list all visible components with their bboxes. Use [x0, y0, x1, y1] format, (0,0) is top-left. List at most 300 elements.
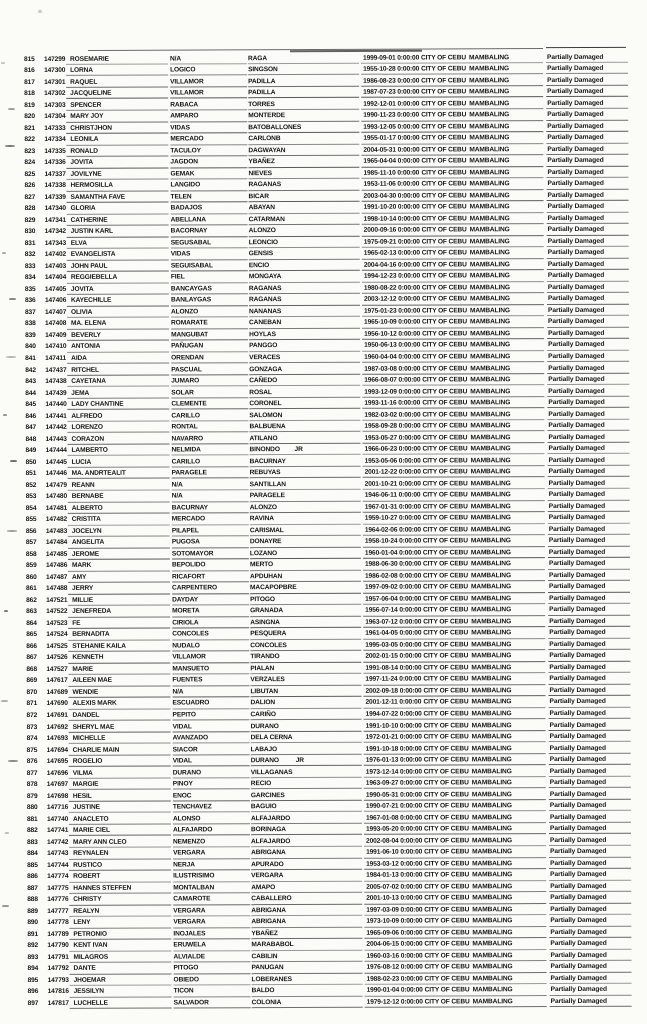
record-id: 147304 — [44, 113, 66, 121]
middle-name: DURANO — [172, 768, 201, 777]
record-id: 147525 — [46, 642, 68, 650]
status: Partially Damaged — [548, 537, 606, 545]
first-name: JOVILYNE — [70, 170, 102, 178]
last-name: TORRES — [248, 100, 275, 108]
record-id: 147744 — [47, 861, 69, 869]
middle-name: ALFAJARDO — [172, 826, 213, 834]
middle-name: INOJALES — [173, 930, 206, 938]
last-name: VERGARA — [251, 872, 284, 880]
row-number: 859 — [25, 562, 37, 570]
row-number: 861 — [26, 585, 37, 593]
middle-name: N/A — [170, 55, 182, 63]
city: CITY OF CEBU — [423, 802, 469, 810]
record-id: 147406 — [44, 297, 67, 305]
record-id: 147342 — [44, 228, 66, 236]
middle-name: VILLAMOR — [172, 653, 206, 661]
first-name: LORENZO — [71, 423, 103, 431]
barangay: MAMBALING — [471, 779, 512, 787]
barangay: MAMBALING — [471, 652, 512, 660]
first-name: JOHN PAUL — [70, 262, 108, 270]
city: CITY OF CEBU — [422, 491, 468, 499]
row-number: 855 — [25, 516, 37, 524]
row-number: 868 — [26, 665, 38, 673]
last-name: VERACES — [249, 354, 281, 362]
status: Partially Damaged — [549, 663, 606, 671]
last-name: HOYLAS — [249, 331, 276, 339]
birthdate: 2001-10-13 0:00:00 — [366, 894, 423, 902]
record-id: 147689 — [46, 688, 68, 696]
last-name: CORONEL — [249, 400, 282, 408]
status: Partially Damaged — [547, 249, 605, 257]
middle-name: PINOY — [172, 780, 193, 788]
first-name: CHRISTJHON — [70, 124, 112, 132]
city: CITY OF CEBU — [422, 410, 468, 419]
barangay: MAMBALING — [469, 111, 510, 119]
birthdate: 1975-09-21 0:00:00 — [363, 238, 420, 246]
record-id: 147742 — [47, 838, 69, 846]
city: CITY OF CEBU — [424, 986, 470, 994]
middle-name: SEGUISABAL — [170, 262, 213, 270]
record-id: 147486 — [45, 562, 68, 570]
last-name: MONGAYA — [248, 273, 282, 281]
record-id: 147777 — [47, 907, 69, 915]
birthdate: 1990-11-23 0:00:00 — [363, 111, 420, 119]
first-name: HANNES STEFFEN — [73, 884, 132, 892]
city: CITY OF CEBU — [423, 825, 469, 833]
row-number: 831 — [24, 239, 36, 247]
first-name: MILLIE — [72, 596, 94, 604]
status: Partially Damaged — [548, 329, 605, 338]
birthdate: 1997-11-24 0:00:00 — [365, 675, 422, 684]
status: Partially Damaged — [547, 145, 604, 153]
record-id: 147790 — [47, 942, 69, 950]
last-name: RAVINA — [249, 515, 274, 523]
birthdate: 1963-07-12 0:00:00 — [365, 618, 422, 626]
last-name: AMAPO — [251, 883, 276, 891]
record-id: 147409 — [45, 331, 67, 339]
middle-name: BANCAYGAS — [170, 285, 212, 293]
birthdate: 1991-08-14 0:00:00 — [365, 664, 422, 672]
row-number: 862 — [26, 596, 37, 604]
row-number: 894 — [27, 965, 39, 973]
birthdate: 1973-10-09 0:00:00 — [366, 917, 423, 926]
row-number: 852 — [25, 481, 37, 489]
birthdate: 1994-07-22 0:00:00 — [365, 710, 422, 718]
scan-edge-smudge — [1, 700, 8, 702]
last-name: MERTO — [249, 561, 274, 569]
record-id: 147337 — [44, 170, 66, 178]
status: Partially Damaged — [547, 237, 605, 245]
row-number: 889 — [27, 907, 38, 915]
status: Partially Damaged — [548, 491, 606, 499]
field-underline — [252, 1007, 363, 1008]
first-name: BERNABE — [71, 492, 104, 501]
last-name: SINGSON — [248, 66, 278, 74]
city: CITY OF CEBU — [421, 123, 467, 131]
row-number: 845 — [25, 401, 37, 409]
barangay: MAMBALING — [469, 99, 510, 108]
barangay: MAMBALING — [470, 502, 511, 511]
birthdate: 1960-03-16 0:00:00 — [366, 952, 423, 960]
city: CITY OF CEBU — [421, 146, 467, 154]
row-number: 851 — [25, 470, 37, 478]
row-number: 853 — [25, 493, 37, 501]
row-number: 829 — [24, 216, 36, 224]
middle-name: MORETA — [172, 607, 200, 615]
birthdate: 1964-02-06 0:00:00 — [364, 526, 421, 534]
record-id: 147446 — [45, 470, 67, 478]
row-number: 833 — [24, 262, 36, 270]
last-name: PADILLA — [248, 89, 276, 97]
status: Partially Damaged — [550, 963, 607, 971]
middle-name: BACORNAY — [170, 227, 208, 235]
barangay: MAMBALING — [471, 767, 512, 775]
middle-name: VIDAS — [170, 250, 191, 258]
barangay: MAMBALING — [469, 180, 510, 188]
last-name: DAGWAYAN — [248, 146, 286, 154]
last-name: BINONDO — [249, 446, 280, 454]
city: CITY OF CEBU — [421, 272, 467, 280]
record-id: 147336 — [44, 159, 66, 167]
middle-name: ABELLANA — [170, 216, 206, 224]
birthdate: 1993-11-16 0:00:00 — [364, 399, 421, 407]
record-id: 147527 — [46, 665, 68, 673]
record-id: 147774 — [47, 873, 69, 881]
scan-edge-smudge — [7, 530, 17, 532]
barangay: MAMBALING — [471, 710, 512, 718]
birthdate: 1988-02-23 0:00:00 — [366, 975, 423, 983]
last-name: MARABABOL — [251, 941, 294, 949]
row-number: 895 — [27, 976, 39, 984]
city: CITY OF CEBU — [424, 860, 470, 868]
status: Partially Damaged — [547, 191, 604, 199]
city: CITY OF CEBU — [423, 595, 469, 603]
last-name: PANGGO — [249, 342, 278, 350]
middle-name: ESCUADRO — [172, 699, 210, 707]
row-number: 817 — [24, 78, 35, 86]
city: CITY OF CEBU — [422, 514, 468, 522]
first-name: MA. ANDRTEALIT — [71, 469, 126, 478]
barangay: MAMBALING — [469, 215, 510, 223]
middle-name: LANGIDO — [170, 181, 201, 189]
first-name: EVANGELISTA — [70, 251, 116, 259]
status: Partially Damaged — [549, 767, 607, 775]
first-name: MILAGROS — [73, 953, 109, 961]
middle-name: MERCADO — [171, 515, 206, 523]
middle-name: PITOGO — [173, 964, 199, 972]
city: CITY OF CEBU — [421, 215, 467, 223]
birthdate: 1965-04-04 0:00:00 — [363, 157, 420, 165]
last-name: BAGUIO — [250, 803, 277, 811]
first-name: RAQUEL — [70, 78, 98, 86]
birthdate: 2000-09-16 0:00:00 — [363, 226, 420, 235]
status: Partially Damaged — [550, 974, 607, 982]
birthdate: 2003-04-30 0:00:00 — [363, 192, 420, 200]
record-id: 147692 — [46, 723, 68, 731]
status: Partially Damaged — [548, 479, 605, 487]
middle-name: TICON — [173, 987, 194, 995]
status: Partially Damaged — [547, 168, 604, 176]
last-name: PIALAN — [250, 665, 275, 673]
field-underline — [550, 1006, 632, 1007]
status: Partially Damaged — [547, 295, 605, 303]
status: Partially Damaged — [550, 951, 607, 959]
barangay: MAMBALING — [470, 468, 511, 476]
status: Partially Damaged — [548, 433, 605, 441]
row-number: 885 — [27, 861, 38, 869]
middle-name: NELMIDA — [171, 446, 201, 454]
city: CITY OF CEBU — [422, 330, 468, 338]
status: Partially Damaged — [548, 352, 605, 361]
last-name: SANTILLAN — [249, 480, 286, 488]
city: CITY OF CEBU — [421, 238, 467, 246]
record-id: 147698 — [46, 792, 69, 800]
scan-edge-smudge — [2, 252, 6, 254]
last-name: PANUGAN — [251, 964, 284, 972]
last-name: BACURNAY — [249, 457, 286, 465]
barangay: MAMBALING — [471, 698, 512, 706]
barangay: MAMBALING — [472, 882, 513, 891]
barangay: MAMBALING — [469, 249, 510, 257]
row-number: 893 — [27, 953, 39, 961]
record-id: 147523 — [46, 619, 68, 627]
first-name: MARIE — [72, 665, 94, 673]
barangay: MAMBALING — [470, 341, 511, 349]
birthdate: 1956-10-12 0:00:00 — [364, 330, 421, 338]
row-number: 876 — [26, 758, 38, 766]
status: Partially Damaged — [547, 157, 604, 165]
middle-name: ALONZO — [170, 308, 199, 316]
first-name: ANTONIA — [71, 343, 101, 351]
barangay: MAMBALING — [470, 318, 510, 326]
last-name: DURANO — [250, 757, 279, 765]
barangay: MAMBALING — [469, 88, 510, 96]
record-id: 147485 — [45, 550, 68, 558]
birthdate: 2003-12-12 0:00:00 — [363, 295, 421, 304]
record-id: 147438 — [45, 377, 67, 386]
first-name: JEMA — [71, 389, 90, 397]
barangay: MAMBALING — [471, 675, 512, 683]
middle-name: MERCADO — [170, 135, 204, 143]
status: Partially Damaged — [547, 306, 605, 314]
birthdate: 1960-04-04 0:00:00 — [364, 353, 421, 361]
middle-name: JAGDON — [170, 158, 198, 166]
last-name: ABRIGANA — [251, 906, 286, 914]
city: CITY OF CEBU — [423, 687, 469, 695]
status: Partially Damaged — [547, 64, 604, 73]
middle-name: CAMAROTE — [173, 895, 211, 903]
record-id: 147522 — [46, 608, 68, 616]
last-name: LOBERANES — [251, 975, 292, 984]
birthdate: 1984-01-13 0:00:00 — [366, 871, 423, 879]
middle-name: DAYDAY — [172, 596, 199, 604]
barangay: MAMBALING — [470, 445, 511, 453]
birthdate: 1976-08-12 0:00:00 — [366, 963, 423, 972]
field-underline — [365, 1006, 547, 1008]
first-name: JENEFREDA — [72, 608, 112, 616]
record-id: 147482 — [45, 516, 68, 524]
first-name: DANTE — [73, 965, 96, 973]
row-number: 886 — [27, 873, 38, 881]
row-number: 849 — [25, 447, 37, 455]
row-number: 874 — [26, 735, 38, 743]
record-id: 147404 — [44, 274, 67, 282]
last-name: ASINGNA — [250, 618, 280, 627]
record-id: 147775 — [47, 884, 69, 892]
row-number: 865 — [26, 631, 37, 639]
city: CITY OF CEBU — [421, 192, 467, 200]
last-name: CARISMAL — [249, 526, 284, 534]
birthdate: 1998-10-14 0:00:00 — [363, 215, 420, 223]
status: Partially Damaged — [549, 801, 607, 810]
middle-name: RICAFORT — [171, 573, 206, 581]
middle-name: NERJA — [173, 861, 195, 869]
row-number: 832 — [24, 251, 36, 259]
barangay: MAMBALING — [471, 825, 512, 833]
status: Partially Damaged — [549, 583, 606, 591]
status: Partially Damaged — [548, 502, 606, 510]
first-name: ALFREDO — [71, 412, 103, 420]
last-name: RAGANAS — [248, 284, 282, 293]
status: Partially Damaged — [548, 467, 605, 476]
status: Partially Damaged — [550, 894, 607, 902]
last-name: CATARMAN — [248, 215, 285, 224]
birthdate: 1958-09-28 0:00:00 — [364, 422, 421, 430]
middle-name: CARILLO — [171, 458, 201, 466]
city: CITY OF CEBU — [422, 341, 468, 350]
last-name: RECIO — [250, 780, 272, 788]
last-name: ABRIGANA — [251, 849, 286, 857]
city: CITY OF CEBU — [422, 526, 468, 534]
status: Partially Damaged — [548, 364, 605, 372]
middle-name: ERUWELA — [173, 941, 206, 949]
birthdate: 1986-08-23 0:00:00 — [363, 77, 420, 85]
record-id: 147483 — [45, 527, 68, 535]
last-name: CONCOLES — [250, 641, 287, 650]
last-name: CAÑEDO — [249, 377, 278, 385]
barangay: MAMBALING — [471, 618, 512, 626]
record-id: 147693 — [46, 734, 68, 742]
birthdate: 2004-06-15 0:00:00 — [366, 940, 423, 949]
record-id: 147338 — [44, 182, 66, 190]
status: Partially Damaged — [550, 836, 607, 844]
first-name: JOVITA — [70, 159, 94, 167]
city: CITY OF CEBU — [424, 837, 470, 845]
record-id: 147407 — [44, 308, 67, 316]
row-number: 866 — [26, 642, 37, 650]
scan-edge-smudge — [3, 414, 7, 416]
city: CITY OF CEBU — [423, 652, 469, 660]
scan-edge-smudge — [9, 298, 16, 300]
last-name: LEONCIO — [248, 238, 278, 247]
middle-name: TACULOY — [170, 147, 201, 155]
row-number: 872 — [26, 712, 38, 720]
last-name: YBAÑEZ — [251, 929, 278, 937]
last-name: BATOBALLONES — [248, 123, 302, 131]
birthdate: 1993-05-20 0:00:00 — [365, 825, 423, 833]
first-name: JERRY — [72, 585, 94, 593]
birthdate: 1959-10-27 0:00:00 — [364, 514, 421, 522]
birthdate: 1979-12-12 0:00:00 — [366, 998, 423, 1006]
birthdate: 1953-11-06 0:00:00 — [363, 180, 420, 189]
last-name: PITOGO — [250, 595, 275, 604]
first-name: CHRISTY — [73, 896, 102, 904]
birthdate: 2004-04-16 0:00:00 — [363, 261, 420, 269]
middle-name: SOTOMAYOR — [171, 550, 214, 558]
city: CITY OF CEBU — [422, 318, 468, 326]
first-name: CORAZON — [71, 435, 104, 443]
status: Partially Damaged — [548, 560, 606, 568]
birthdate: 1966-08-07 0:00:00 — [364, 376, 421, 384]
barangay: MAMBALING — [470, 399, 511, 407]
scan-edge-smudge — [8, 108, 15, 110]
first-name: RUSTICO — [73, 861, 102, 869]
first-name: KENNETH — [72, 654, 104, 662]
birthdate: 1987-07-23 0:00:00 — [363, 88, 420, 96]
status: Partially Damaged — [548, 525, 606, 533]
record-id: 147697 — [46, 780, 69, 789]
status: Partially Damaged — [548, 548, 606, 556]
birthdate: 1961-04-05 0:00:00 — [365, 629, 422, 638]
last-name: DALION — [250, 699, 276, 707]
record-id: 147299 — [44, 55, 66, 63]
barangay: MAMBALING — [471, 813, 512, 821]
city: CITY OF CEBU — [421, 169, 467, 177]
first-name: ROSEMARIE — [70, 55, 109, 63]
status: Partially Damaged — [549, 686, 606, 695]
city: CITY OF CEBU — [423, 779, 469, 787]
row-number: 835 — [24, 285, 36, 293]
barangay: MAMBALING — [471, 641, 512, 649]
record-id: 147716 — [46, 804, 69, 812]
last-name: SALOMON — [249, 411, 283, 419]
city: CITY OF CEBU — [422, 457, 468, 465]
city: CITY OF CEBU — [422, 549, 468, 557]
last-name: NANANAS — [248, 308, 282, 316]
first-name: OLIVIA — [70, 308, 93, 316]
middle-name: CARPENTERO — [172, 584, 218, 592]
city: CITY OF CEBU — [422, 353, 468, 361]
record-id: 147440 — [45, 400, 67, 409]
first-name: LEONILA — [70, 135, 99, 144]
city: CITY OF CEBU — [423, 744, 469, 753]
barangay: MAMBALING — [472, 998, 513, 1006]
last-name: ALONZO — [249, 503, 277, 511]
record-id: 147334 — [44, 136, 66, 144]
row-number: 896 — [27, 988, 39, 996]
row-number: 882 — [26, 827, 38, 835]
first-name: GLORIA — [70, 205, 96, 213]
first-name: AMY — [71, 573, 87, 581]
city: CITY OF CEBU — [421, 249, 467, 257]
birthdate: 1986-02-08 0:00:00 — [364, 572, 422, 580]
city: CITY OF CEBU — [423, 756, 469, 764]
first-name: JHOEMAR — [73, 976, 106, 984]
first-name: MARGIE — [72, 780, 99, 788]
middle-name: LOGICO — [170, 66, 196, 74]
barangay: MAMBALING — [472, 836, 512, 845]
middle-name: ENOC — [172, 792, 192, 800]
record-id: 147343 — [44, 239, 67, 247]
birthdate: 1990-07-21 0:00:00 — [365, 802, 423, 810]
barangay: MAMBALING — [469, 65, 510, 73]
middle-name: VIDAS — [170, 124, 190, 132]
city: CITY OF CEBU — [421, 284, 467, 292]
status: Partially Damaged — [548, 421, 605, 430]
middle-name: SIACOR — [172, 745, 198, 754]
status: Partially Damaged — [547, 111, 604, 119]
status: Partially Damaged — [548, 410, 605, 418]
